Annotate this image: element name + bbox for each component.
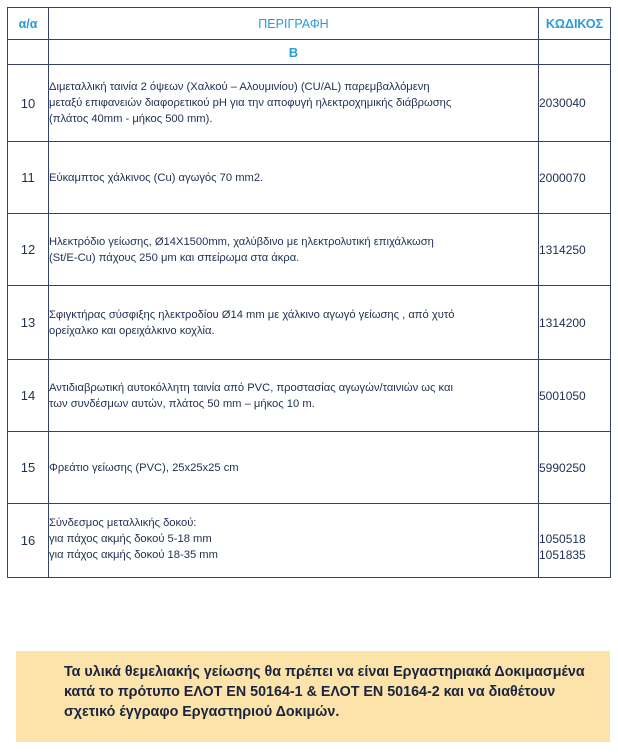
code-value: 5990250 xyxy=(539,460,586,475)
row-description xyxy=(49,360,539,432)
description-line: Ηλεκτρόδιο γείωσης, Ø14Χ1500mm, χαλύβδινο με ηλεκτρολυτική επιχάλκωση xyxy=(49,235,434,248)
table-row xyxy=(8,360,611,432)
code-value: 5001050 xyxy=(539,388,586,403)
table-row xyxy=(8,286,611,360)
table-row xyxy=(8,432,611,504)
row-description xyxy=(49,432,539,504)
row-code xyxy=(539,65,611,142)
description-line: Διμεταλλική ταινία 2 όψεων (Χαλκού – Αλουμινίου) (CU/AL) παρεμβαλλόμενη xyxy=(49,81,430,93)
row-description xyxy=(49,65,539,142)
row-index: 14 xyxy=(8,360,49,432)
description-line: Εύκαμπτος χάλκινος (Cu) αγωγός 70 mm2. xyxy=(49,171,264,184)
row-description xyxy=(49,214,539,286)
row-code xyxy=(539,214,611,286)
description-line: Σφιγκτήρας σύσφιξης ηλεκτροδίου Ø14 mm με χάλκινο αγωγό γείωσης , από χυτό xyxy=(49,308,455,321)
row-index: 11 xyxy=(8,142,49,214)
section-label: Β xyxy=(49,40,539,65)
code-value: 1050518 xyxy=(539,532,586,546)
row-description xyxy=(49,286,539,360)
description-line: Σύνδεσμος μεταλλικής δοκού: xyxy=(49,516,197,529)
note-box xyxy=(16,651,610,742)
description-line: των συνδέσμων αυτών, πλάτος 50 mm – μήκος 10 m. xyxy=(49,397,315,410)
row-index: 16 xyxy=(8,504,49,578)
row-index: 10 xyxy=(8,65,49,142)
table-row xyxy=(8,142,611,214)
header-description: ΠΕΡΙΓΡΑΦΗ xyxy=(49,8,539,40)
note-text: Τα υλικά θεμελιακής γείωσης θα πρέπει να είναι Εργαστηριακά Δοκιμασμένα κατά το πρότυπο ΕΛΟΤ ΕΝ 50164-1 & ΕΛΟΤ ΕΝ 50164-2 και να διαθέτουν σχετικό έγγραφο Εργαστηριού Δοκιμών. xyxy=(64,664,585,720)
description-line: για πάχος ακμής δοκού 5-18 mm xyxy=(49,532,212,545)
code-value: 1314250 xyxy=(539,242,586,257)
code-value: 2030040 xyxy=(539,96,586,110)
row-description xyxy=(49,504,539,578)
description-line: (πλάτος 40mm - μήκος 500 mm). xyxy=(49,113,213,125)
row-index: 12 xyxy=(8,214,49,286)
code-value: 1051835 xyxy=(539,548,586,562)
materials-table xyxy=(7,7,611,578)
table-row xyxy=(8,504,611,578)
description-line: Αντιδιαβρωτική αυτοκόλλητη ταινία από PVC, προστασίας αγωγών/ταινιών ως και xyxy=(49,381,453,394)
code-value: 2000070 xyxy=(539,170,586,185)
description-line: (St/E-Cu) πάχους 250 μm και σπείρωμα στα άκρα. xyxy=(49,251,300,264)
row-index: 15 xyxy=(8,432,49,504)
table-row xyxy=(8,65,611,142)
row-code xyxy=(539,504,611,578)
row-index: 13 xyxy=(8,286,49,360)
row-code xyxy=(539,432,611,504)
row-code xyxy=(539,360,611,432)
row-description xyxy=(49,142,539,214)
description-line: ορείχαλκο και ορειχάλκινο κοχλία. xyxy=(49,324,215,337)
section-row xyxy=(8,40,611,65)
header-code: ΚΩΔΙΚΟΣ xyxy=(539,8,611,40)
header-index: α/α xyxy=(8,8,49,40)
table-header-row xyxy=(8,8,611,40)
code-value: 1314200 xyxy=(539,315,586,330)
row-code xyxy=(539,142,611,214)
table-row xyxy=(8,214,611,286)
description-line: μεταξύ επιφανειών διαφορετικού pH για την αποφυγή ηλεκτροχημικής διάβρωσης xyxy=(49,97,452,109)
description-line: για πάχος ακμής δοκού 18-35 mm xyxy=(49,548,218,561)
description-line: Φρεάτιο γείωσης (PVC), 25x25x25 cm xyxy=(49,461,239,474)
row-code xyxy=(539,286,611,360)
